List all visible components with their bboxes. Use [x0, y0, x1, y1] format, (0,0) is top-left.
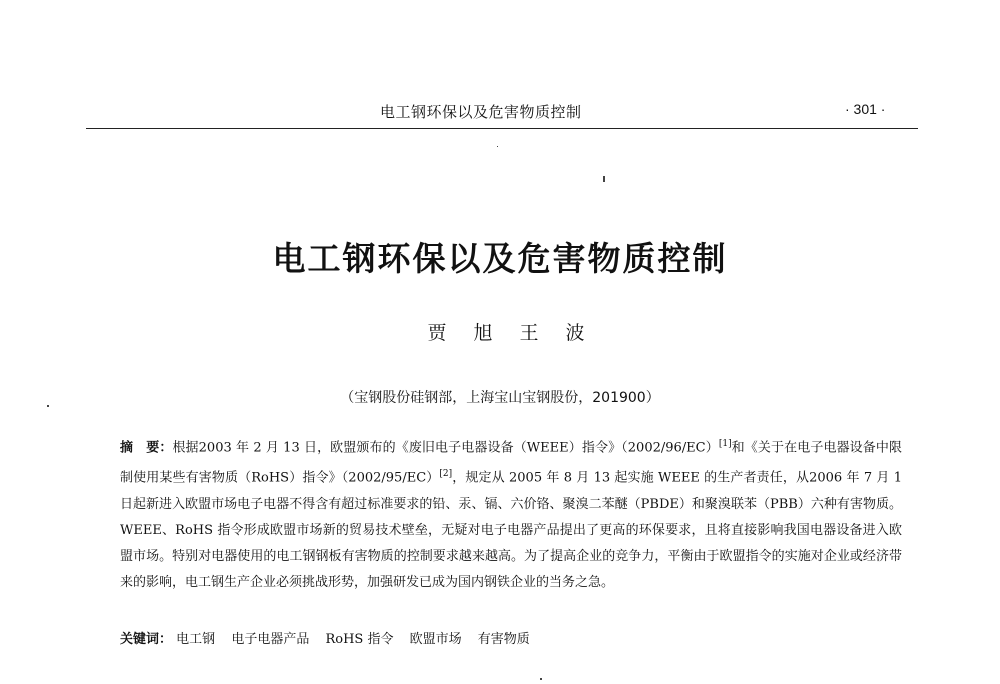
citation-ref-1: [1] [718, 439, 732, 449]
abstract [120, 431, 902, 596]
scan-speck [540, 678, 542, 680]
keyword: RoHS 指令 [325, 632, 394, 647]
scan-speck [497, 146, 498, 147]
keywords-label: 关键词： [120, 632, 173, 647]
keyword: 欧盟市场 [409, 632, 462, 647]
keyword: 有害物质 [477, 632, 530, 647]
keyword: 电工钢 [176, 632, 216, 647]
header-rule [86, 128, 918, 129]
keyword: 电子电器产品 [231, 632, 310, 647]
page-number: · 301 · [845, 101, 886, 117]
abstract-text-part1: 根据2003 年 2 月 13 日，欧盟颁布的《废旧电子电器设备（WEEE）指令》（2002/96/EC） [172, 440, 719, 456]
abstract-text-part2: 和《关于在电子电器设备中限制使用某些有害物质（RoHS）指令》（2002/95/EC） [120, 440, 902, 486]
authors: 贾 旭 王 波 [427, 322, 589, 344]
article-title: 电工钢环保以及危害物质控制 [272, 239, 728, 278]
affiliation: （宝钢股份硅钢部，上海宝山宝钢股份，201900） [340, 390, 660, 406]
scan-speck [603, 176, 605, 182]
abstract-text-part3: ，规定从 2005 年 8 月 13 起实施 WEEE 的生产者责任，从2006 年 7 月 1 日起新进入欧盟市场电子电器不得含有超过标准要求的铅、汞、镉、六价铬、聚溴二苯醚（PBDE）和聚溴联苯（PBB）六种有害物质。WEEE、RoHS 指令形成欧盟市场新的贸易技术壁垒，无疑对电子电器产品提出了更高的环保要求，且将直接影响我国电器设备进入欧盟市场。特别对电器使用的电工钢钢板有害物质的控制要求越来越高。为了提高企业的竞争力，平衡由于欧盟指令的实施对企业或经济带来的影响，电工钢生产企业必须挑战形势，加强研发已成为国内钢铁企业的当务之急。 [120, 470, 902, 590]
abstract-label: 摘 要： [120, 440, 173, 456]
running-header-title: 电工钢环保以及危害物质控制 [380, 103, 582, 121]
citation-ref-2: [2] [439, 469, 453, 480]
keywords [120, 627, 902, 653]
